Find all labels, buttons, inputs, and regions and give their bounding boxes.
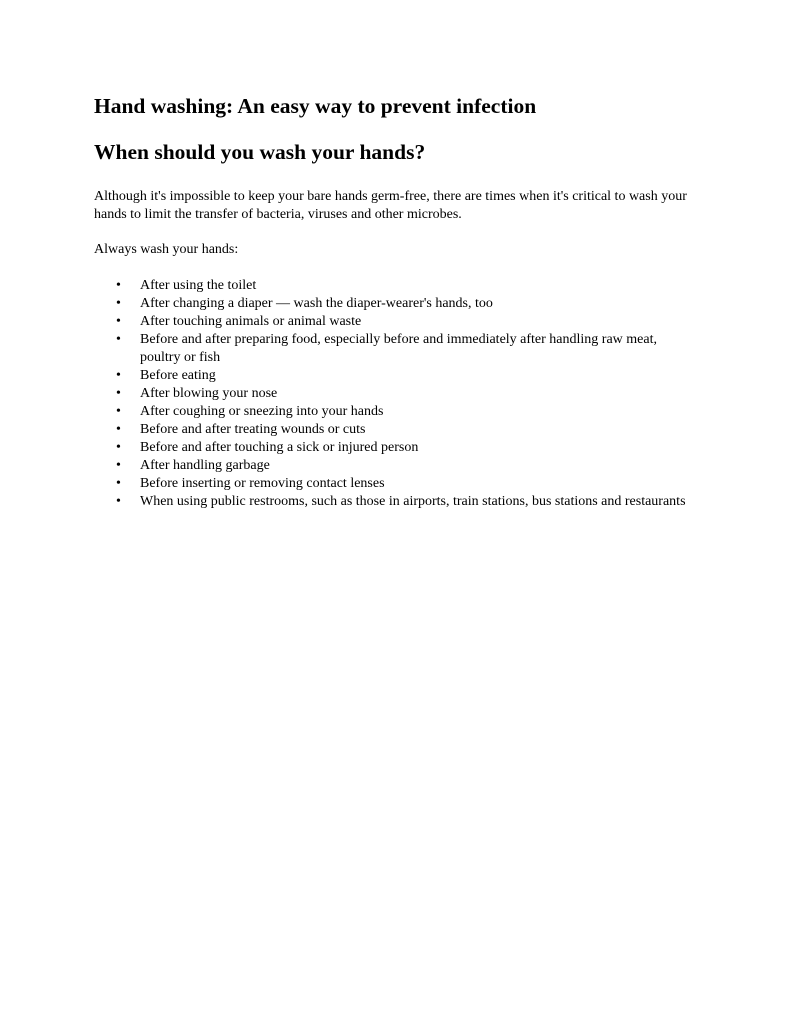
bullet-icon: • <box>116 440 121 455</box>
bullet-icon: • <box>116 476 121 491</box>
list-item <box>116 385 694 403</box>
bullet-icon: • <box>116 296 121 311</box>
bullet-icon: • <box>116 368 121 383</box>
list-item-text: Before eating <box>140 368 216 383</box>
list-item-text: After using the toilet <box>140 278 257 293</box>
list-item <box>116 457 694 475</box>
list-item <box>116 475 694 493</box>
list-item <box>116 439 694 457</box>
bullet-icon: • <box>116 458 121 473</box>
list-item-text: After coughing or sneezing into your hands <box>140 404 384 419</box>
list-item-text: Before and after treating wounds or cuts <box>140 422 366 437</box>
bullet-icon: • <box>116 314 121 329</box>
list-item-text: After changing a diaper — wash the diaper-wearer's hands, too <box>140 296 493 311</box>
bullet-icon: • <box>116 278 121 293</box>
list-item <box>116 277 694 295</box>
list-item-text: After touching animals or animal waste <box>140 314 362 329</box>
list-item <box>116 295 694 313</box>
list-item <box>116 403 694 421</box>
list-item-text: Before inserting or removing contact lenses <box>140 476 385 491</box>
bullet-icon: • <box>116 404 121 419</box>
list-item-text: After blowing your nose <box>140 386 278 401</box>
list-item-text: After handling garbage <box>140 458 270 473</box>
list-item-text: Before and after touching a sick or injured person <box>140 440 419 455</box>
list-item-text: Before and after preparing food, especially before and immediately after handling raw meat, poultry or fish <box>140 332 657 365</box>
lead-paragraph: Always wash your hands: <box>94 242 239 257</box>
list-item <box>116 367 694 385</box>
bullet-icon: • <box>116 386 121 401</box>
list-item <box>116 313 694 331</box>
section-heading: When should you wash your hands? <box>94 140 426 164</box>
bullet-icon: • <box>116 422 121 437</box>
bullet-icon: • <box>116 332 121 347</box>
bullet-icon: • <box>116 494 121 509</box>
list-item <box>116 493 694 511</box>
list-item <box>116 421 694 439</box>
wash-hands-list <box>94 277 694 511</box>
list-item <box>116 331 694 367</box>
document-page <box>94 90 694 511</box>
list-item-text: When using public restrooms, such as those in airports, train stations, bus stations and restaurants <box>140 494 686 509</box>
page-title: Hand washing: An easy way to prevent infection <box>94 94 537 118</box>
intro-paragraph: Although it's impossible to keep your bare hands germ-free, there are times when it's critical to wash your hands to limit the transfer of bacteria, viruses and other microbes. <box>94 189 687 222</box>
